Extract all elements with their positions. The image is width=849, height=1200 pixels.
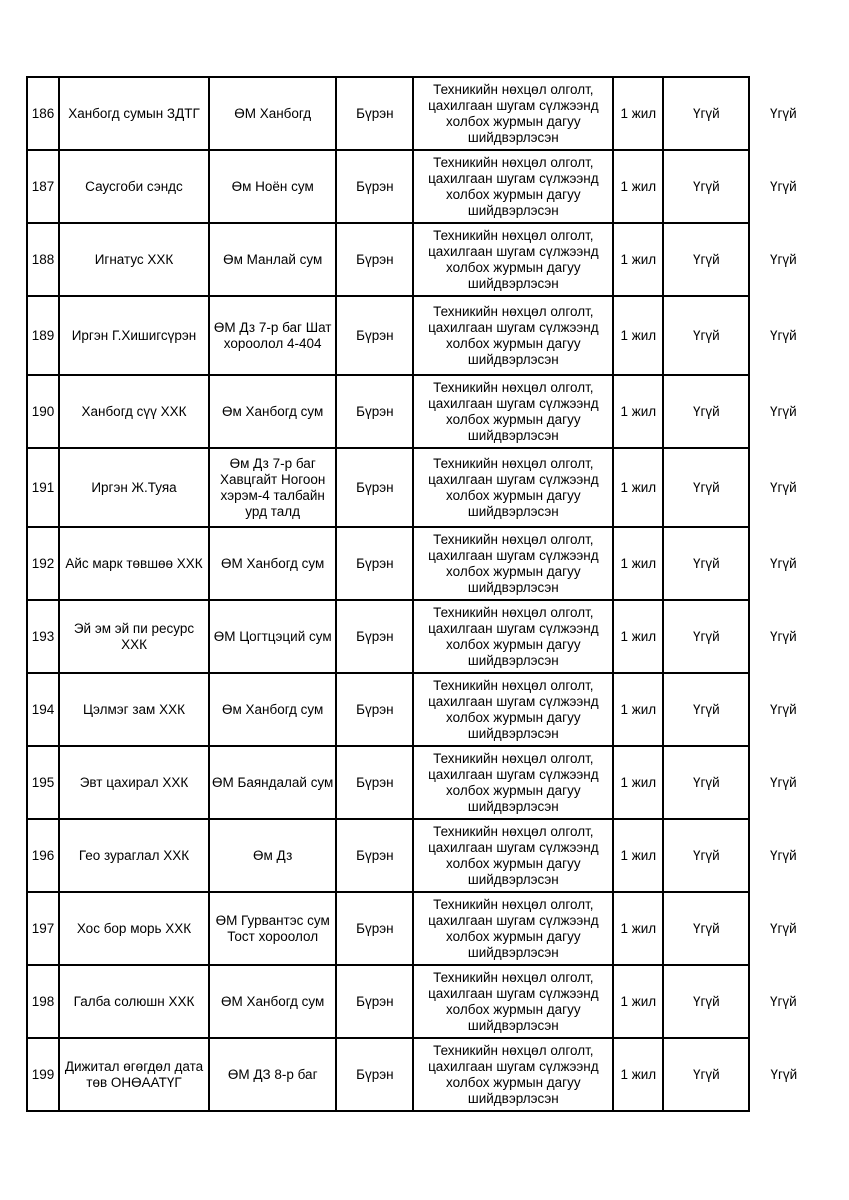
table-row (27, 77, 817, 150)
answer2-cell: Үгүй (769, 403, 797, 419)
term-cell: 1 жил (613, 150, 663, 223)
table-row (27, 1038, 817, 1111)
term-cell: 1 жил (613, 296, 663, 375)
resolution-cell: Техникийн нөхцөл олголт, цахилгаан шугам сүлжээнд холбох журмын дагуу шийдвэрлэсэн (413, 965, 613, 1038)
term-cell: 1 жил (613, 892, 663, 965)
table-row (27, 746, 817, 819)
row-number-cell: 198 (27, 965, 59, 1038)
completeness-cell: Бүрэн (336, 892, 413, 965)
row-number-cell: 196 (27, 819, 59, 892)
answer2-cell: Үгүй (769, 178, 797, 194)
resolution-cell: Техникийн нөхцөл олголт, цахилгаан шугам сүлжээнд холбох журмын дагуу шийдвэрлэсэн (413, 375, 613, 448)
row-number-cell: 192 (27, 527, 59, 600)
answer2-cell: Үгүй (769, 327, 797, 343)
row-number-cell: 195 (27, 746, 59, 819)
answer1-cell: Үгүй (663, 600, 749, 673)
resolution-cell: Техникийн нөхцөл олголт, цахилгаан шугам сүлжээнд холбох журмын дагуу шийдвэрлэсэн (413, 150, 613, 223)
permit-register-table (26, 76, 818, 1112)
answer1-cell: Үгүй (663, 375, 749, 448)
row-number-cell: 197 (27, 892, 59, 965)
row-number-cell: 188 (27, 223, 59, 296)
term-cell: 1 жил (613, 77, 663, 150)
answer1-cell: Үгүй (663, 892, 749, 965)
resolution-cell: Техникийн нөхцөл олголт, цахилгаан шугам сүлжээнд холбох журмын дагуу шийдвэрлэсэн (413, 746, 613, 819)
resolution-cell: Техникийн нөхцөл олголт, цахилгаан шугам сүлжээнд холбох журмын дагуу шийдвэрлэсэн (413, 223, 613, 296)
resolution-cell: Техникийн нөхцөл олголт, цахилгаан шугам сүлжээнд холбох журмын дагуу шийдвэрлэсэн (413, 77, 613, 150)
applicant-name-cell: Иргэн Ж.Туяа (59, 448, 209, 527)
applicant-name-cell: Эй эм эй пи ресурс ХХК (59, 600, 209, 673)
resolution-cell: Техникийн нөхцөл олголт, цахилгаан шугам сүлжээнд холбох журмын дагуу шийдвэрлэсэн (413, 1038, 613, 1111)
row-number-cell: 194 (27, 673, 59, 746)
answer2-cell: Үгүй (769, 920, 797, 936)
table-row (27, 150, 817, 223)
row-number-cell: 199 (27, 1038, 59, 1111)
applicant-name-cell: Эвт цахирал ХХК (59, 746, 209, 819)
table-row (27, 223, 817, 296)
answer2-cell: Үгүй (770, 1066, 798, 1082)
term-cell: 1 жил (613, 375, 663, 448)
term-cell: 1 жил (613, 1038, 663, 1111)
resolution-cell: Техникийн нөхцөл олголт, цахилгаан шугам сүлжээнд холбох журмын дагуу шийдвэрлэсэн (413, 448, 613, 527)
location-cell: ӨМ Цогтцэций сум (209, 600, 336, 673)
completeness-cell: Бүрэн (336, 527, 413, 600)
applicant-name-cell: Хос бор морь ХХК (59, 892, 209, 965)
answer2-cell: Үгүй (769, 701, 797, 717)
location-cell: ӨМ Баяндалай сум (209, 746, 336, 819)
location-cell: Өм Ноён сум (209, 150, 336, 223)
answer2-cell: Үгүй (769, 628, 797, 644)
table-row (27, 965, 817, 1038)
row-number-cell: 190 (27, 375, 59, 448)
table-row (27, 375, 817, 448)
completeness-cell: Бүрэн (336, 965, 413, 1038)
answer1-cell: Үгүй (663, 746, 749, 819)
answer2-cell: Үгүй (769, 993, 797, 1009)
location-cell: ӨМ Ханбогд (209, 77, 336, 150)
answer2-cell: Үгүй (769, 555, 797, 571)
location-cell: ӨМ Ханбогд сум (209, 527, 336, 600)
completeness-cell: Бүрэн (336, 223, 413, 296)
row-number-cell: 193 (27, 600, 59, 673)
table-row (27, 819, 817, 892)
completeness-cell: Бүрэн (336, 600, 413, 673)
answer1-cell: Үгүй (663, 1038, 749, 1111)
term-cell: 1 жил (613, 527, 663, 600)
answer1-cell: Үгүй (663, 77, 749, 150)
resolution-cell: Техникийн нөхцөл олголт, цахилгаан шугам сүлжээнд холбох журмын дагуу шийдвэрлэсэн (413, 892, 613, 965)
term-cell: 1 жил (613, 673, 663, 746)
answer1-cell: Үгүй (663, 150, 749, 223)
term-cell: 1 жил (613, 600, 663, 673)
answer2-cell: Үгүй (769, 251, 797, 267)
answer1-cell: Үгүй (663, 819, 749, 892)
answer2-cell: Үгүй (769, 847, 797, 863)
completeness-cell: Бүрэн (336, 296, 413, 375)
location-cell: ӨМ Ханбогд сум (209, 965, 336, 1038)
completeness-cell: Бүрэн (336, 448, 413, 527)
applicant-name-cell: Дижитал өгөгдөл дата төв ОНӨААТҮГ (59, 1038, 209, 1111)
location-cell: Өм Ханбогд сум (209, 673, 336, 746)
completeness-cell: Бүрэн (336, 1038, 413, 1111)
row-number-cell: 187 (27, 150, 59, 223)
resolution-cell: Техникийн нөхцөл олголт, цахилгаан шугам сүлжээнд холбох журмын дагуу шийдвэрлэсэн (413, 819, 613, 892)
table-row (27, 296, 817, 375)
answer1-cell: Үгүй (663, 448, 749, 527)
applicant-name-cell: Ханбогд сүү ХХК (59, 375, 209, 448)
term-cell: 1 жил (613, 223, 663, 296)
table-row (27, 448, 817, 527)
answer2-cell: Үгүй (769, 479, 797, 495)
answer1-cell: Үгүй (663, 965, 749, 1038)
answer1-cell: Үгүй (663, 223, 749, 296)
location-cell: ӨМ ДЗ 8-р баг (209, 1038, 336, 1111)
applicant-name-cell: Иргэн Г.Хишигсүрэн (59, 296, 209, 375)
resolution-cell: Техникийн нөхцөл олголт, цахилгаан шугам сүлжээнд холбох журмын дагуу шийдвэрлэсэн (413, 527, 613, 600)
table-row (27, 527, 817, 600)
location-cell: Өм Ханбогд сум (209, 375, 336, 448)
table-body (27, 77, 817, 1111)
location-cell: ӨМ Гурвантэс сум Тост хороолол (209, 892, 336, 965)
completeness-cell: Бүрэн (336, 673, 413, 746)
applicant-name-cell: Игнатус ХХК (59, 223, 209, 296)
term-cell: 1 жил (613, 746, 663, 819)
term-cell: 1 жил (613, 965, 663, 1038)
resolution-cell: Техникийн нөхцөл олголт, цахилгаан шугам сүлжээнд холбох журмын дагуу шийдвэрлэсэн (413, 673, 613, 746)
answer1-cell: Үгүй (663, 673, 749, 746)
location-cell: ӨМ Дз 7-р баг Шат хороолол 4-404 (209, 296, 336, 375)
applicant-name-cell: Гео зураглал ХХК (59, 819, 209, 892)
applicant-name-cell: Саусгоби сэндс (59, 150, 209, 223)
resolution-cell: Техникийн нөхцөл олголт, цахилгаан шугам сүлжээнд холбох журмын дагуу шийдвэрлэсэн (413, 600, 613, 673)
resolution-cell: Техникийн нөхцөл олголт, цахилгаан шугам сүлжээнд холбох журмын дагуу шийдвэрлэсэн (413, 296, 613, 375)
location-cell: Өм Дз (209, 819, 336, 892)
applicant-name-cell: Галба солюшн ХХК (59, 965, 209, 1038)
answer1-cell: Үгүй (663, 527, 749, 600)
row-number-cell: 191 (27, 448, 59, 527)
term-cell: 1 жил (613, 448, 663, 527)
completeness-cell: Бүрэн (336, 819, 413, 892)
answer2-cell: Үгүй (769, 105, 797, 121)
location-cell: Өм Дз 7-р баг Хавцгайт Ногоон хэрэм-4 талбайн урд талд (209, 448, 336, 527)
answer1-cell: Үгүй (663, 296, 749, 375)
row-number-cell: 189 (27, 296, 59, 375)
term-cell: 1 жил (613, 819, 663, 892)
table-row (27, 600, 817, 673)
table-row (27, 892, 817, 965)
applicant-name-cell: Ханбогд сумын ЗДТГ (59, 77, 209, 150)
completeness-cell: Бүрэн (336, 77, 413, 150)
applicant-name-cell: Цэлмэг зам ХХК (59, 673, 209, 746)
location-cell: Өм Манлай сум (209, 223, 336, 296)
completeness-cell: Бүрэн (336, 375, 413, 448)
applicant-name-cell: Айс марк төвшөө ХХК (59, 527, 209, 600)
table-row (27, 673, 817, 746)
row-number-cell: 186 (27, 77, 59, 150)
completeness-cell: Бүрэн (336, 150, 413, 223)
completeness-cell: Бүрэн (336, 746, 413, 819)
answer2-cell: Үгүй (769, 774, 797, 790)
